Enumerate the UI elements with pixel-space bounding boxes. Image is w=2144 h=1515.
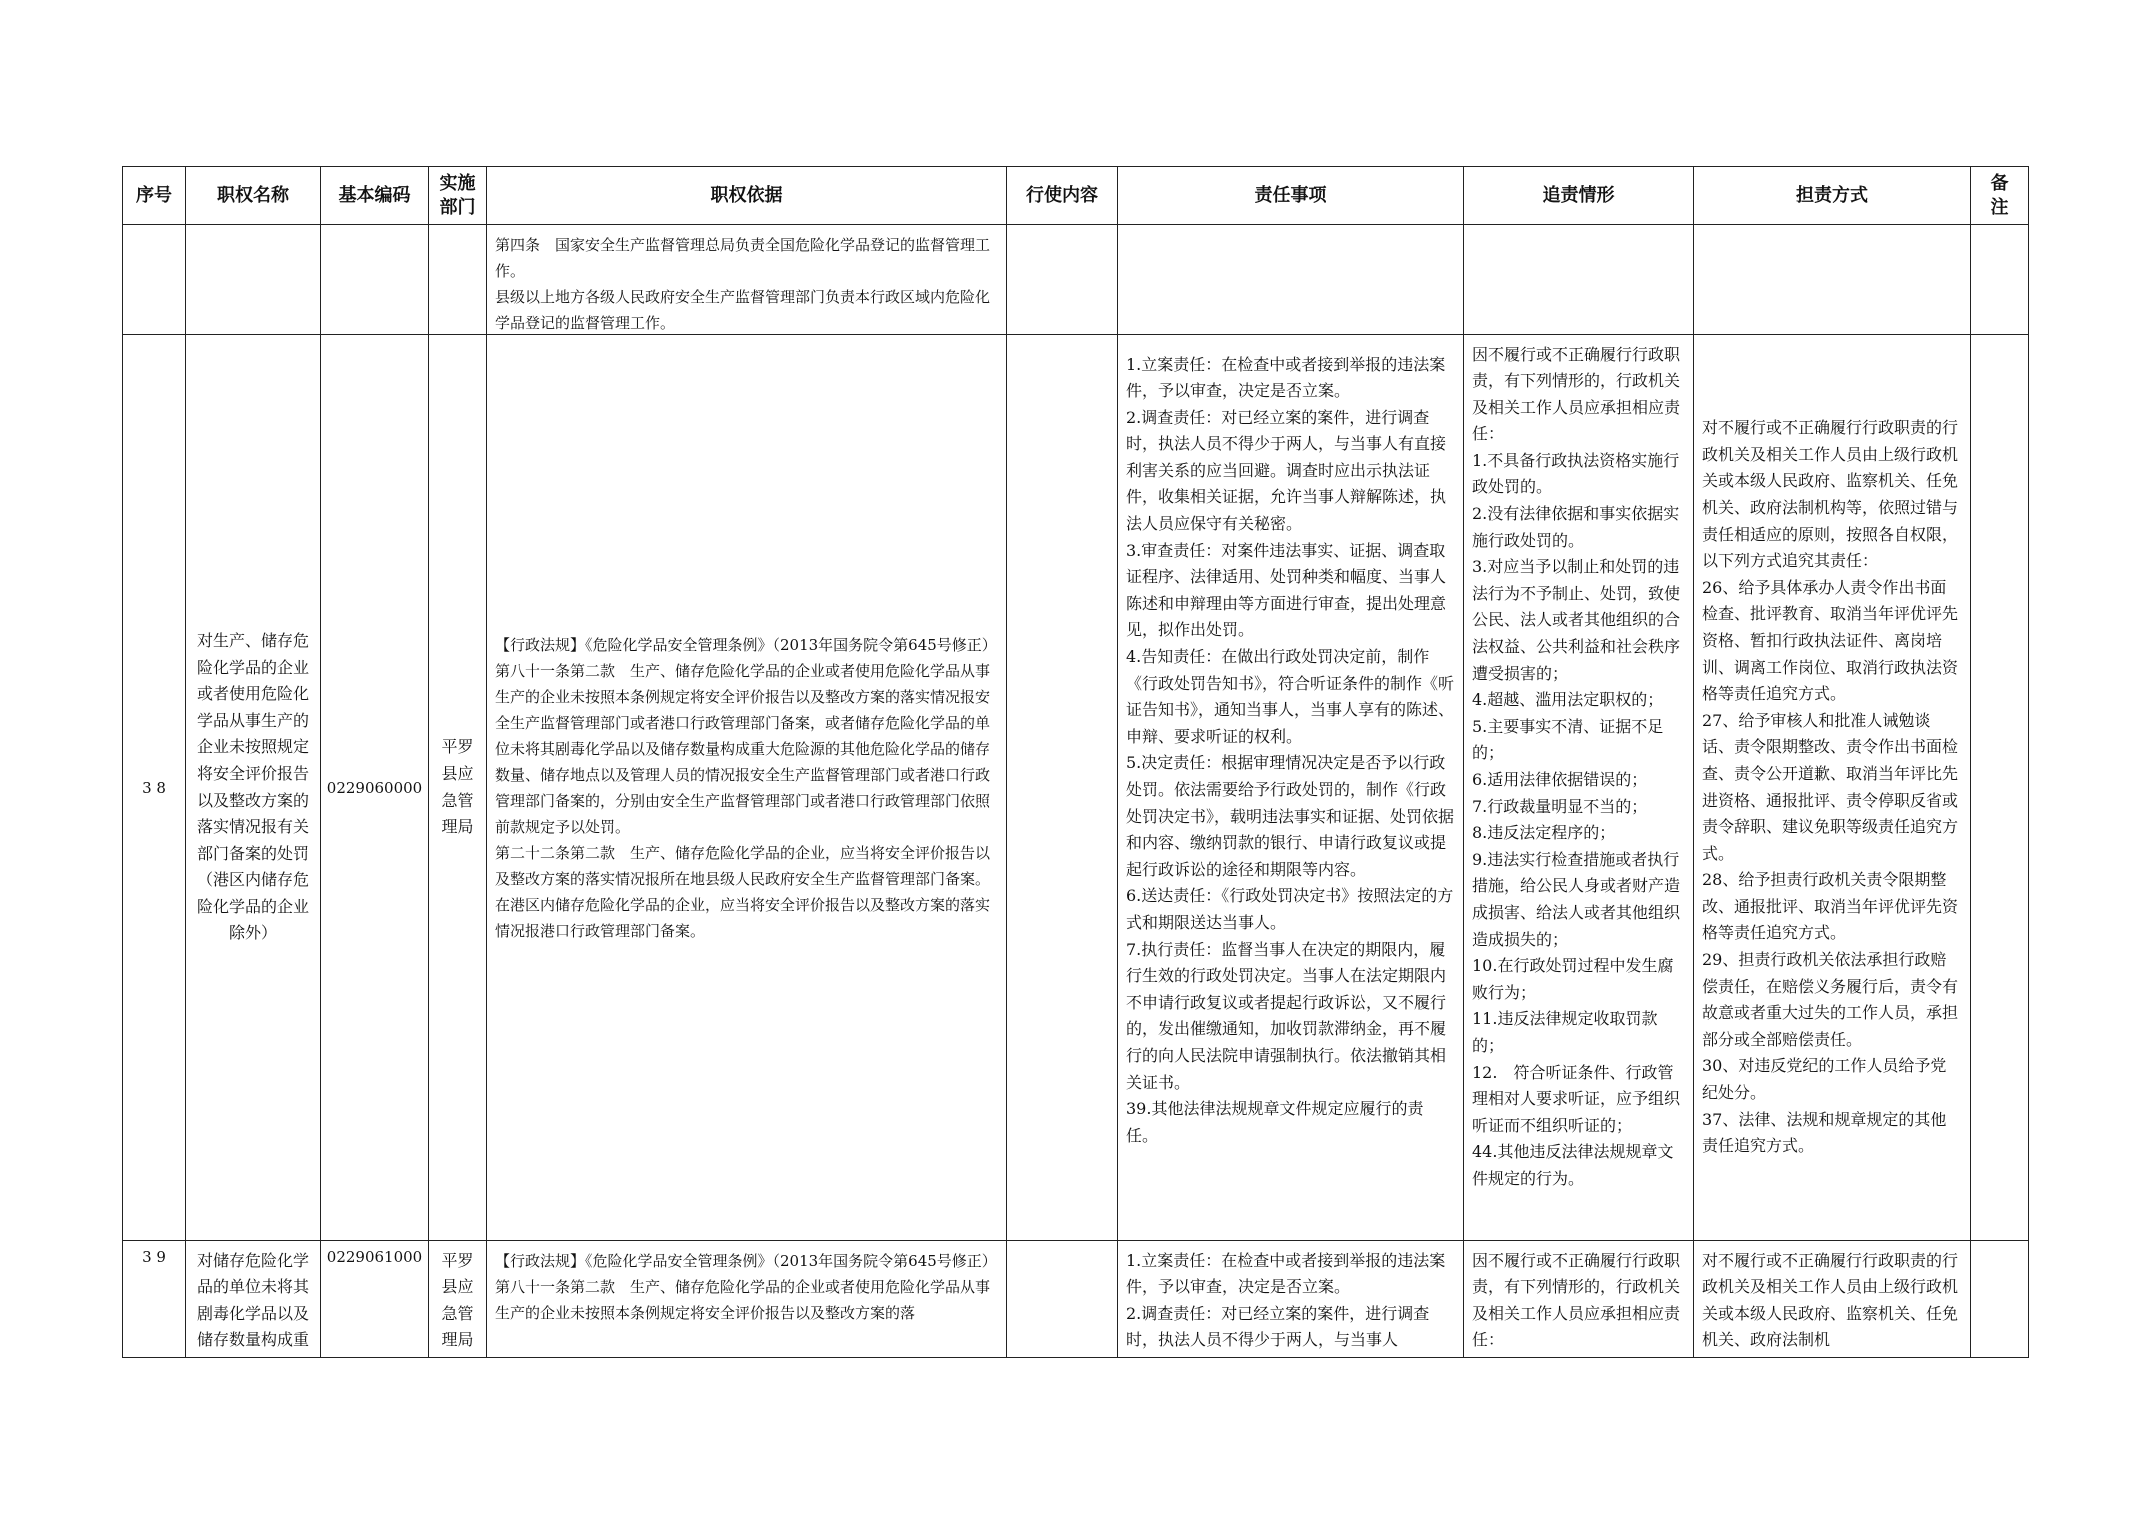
- power-list-table: [122, 166, 2029, 1358]
- header-seq: 序号: [123, 167, 186, 225]
- code-cell: 0229061000: [326, 1247, 423, 1266]
- seq-cell: 3 8: [142, 778, 166, 797]
- accountability-cell: [1464, 226, 1693, 334]
- remark-cell: [1971, 1242, 2028, 1357]
- dept-cell: [429, 226, 486, 334]
- code-cell: [321, 226, 428, 334]
- responsibility-cell: 1.立案责任：在检查中或者接到举报的违法案件，予以审查，决定是否立案。 2.调查责任：对已经立案的案件，进行调查时，执法人员不得少于两人，与当事人: [1126, 1250, 1446, 1350]
- header-basic-code: 基本编码: [321, 167, 429, 225]
- liability-cell: 对不履行或不正确履行行政职责的行政机关及相关工作人员由上级行政机关或本级人民政府、监察机关、任免机关、政府法制机构等，依照过错与责任相适应的原则，按照各自权限，以下列方式追究其责任： 26、给予具体承办人责令作出书面检查、批评教育、取消当年评优评先资格、暂扣行政执法证件、离岗培训、调离工作岗位、取消行政执法资格等责任追究方式。 27、给予审核人和批准人诫勉谈话、责令限期整改、责令作出书面检查、责令公开道歉、取消当年评比先进资格、通报批评、责令停职反省或责令辞职、建议免职等级责任追究方式。 28、给予担责行政机关责令限期整改、通报批评、取消当年评优评先资格等责任追究方式。 29、担责行政机关依法承担行政赔偿责任，在赔偿义务履行后，责令有故意或者重大过失的工作人员，承担部分或全部赔偿责任。 30、对违反党纪的工作人员给予党纪处分。 37、法律、法规和规章规定的其他责任追究方式。: [1702, 418, 1959, 1156]
- table-row: [123, 1241, 2029, 1358]
- liability-cell: [1694, 226, 1970, 334]
- liability-cell: 对不履行或不正确履行行政职责的行政机关及相关工作人员由上级行政机关或本级人民政府、监察机关、任免机关、政府法制机: [1702, 1250, 1959, 1350]
- basis-cell: 第四条 国家安全生产监督管理总局负责全国危险化学品登记的监督管理工作。 县级以上地方各级人民政府安全生产监督管理部门负责本行政区域内危险化学品登记的监督管理工作。: [495, 235, 991, 332]
- power-name-cell: [186, 226, 320, 334]
- responsibility-cell: 1.立案责任：在检查中或者接到举报的违法案件，予以审查，决定是否立案。 2.调查责任：对已经立案的案件，进行调查时，执法人员不得少于两人，与当事人有直接利害关系的应当回避。调查时应出示执法证件，收集相关证据，允许当事人辩解陈述，执法人员应保守有关秘密。 3.审查责任：对案件违法事实、证据、调查取证程序、法律适用、处罚种类和幅度、当事人陈述和申辩理由等方面进行审查，提出处理意见，拟作出处罚。 4.告知责任：在做出行政处罚决定前，制作《行政处罚告知书》，符合听证条件的制作《听证告知书》，通知当事人，当事人享有的陈述、申辩、要求听证的权利。 5.决定责任：根据审理情况决定是否予以行政处罚。依法需要给予行政处罚的，制作《行政处罚决定书》，载明违法事实和证据、处罚依据和内容、缴纳罚款的银行、申请行政复议或提起行政诉讼的途径和期限等内容。 6.送达责任：《行政处罚决定书》按照法定的方式和期限送达当事人。 7.执行责任：监督当事人在决定的期限内，履行生效的行政处罚决定。当事人在法定期限内不申请行政复议或者提起行政诉讼，又不履行的，发出催缴通知，加收罚款滞纳金，再不履行的向人民法院申请强制执行。依法撤销其相关证书。 39.其他法律法规规章文件规定应履行的责任。: [1126, 354, 1455, 1145]
- responsibility-cell: [1118, 226, 1463, 334]
- power-name-cell: 对生产、储存危险化学品的企业或者使用危险化学品从事生产的企业未按照规定将安全评价报告以及整改方案的落实情况报有关部门备案的处罚（港区内储存危险化学品的企业除外）: [196, 630, 309, 943]
- dept-cell: 平罗县应急管理局: [441, 737, 474, 837]
- header-accountability: 追责情形: [1464, 167, 1694, 225]
- remark-cell: [1971, 226, 2028, 334]
- code-cell: 0229060000: [326, 778, 423, 797]
- header-responsibility: 责任事项: [1118, 167, 1464, 225]
- content-cell: [1007, 1242, 1117, 1357]
- power-name-cell: 对储存危险化学品的单位未将其剧毒化学品以及储存数量构成重: [196, 1250, 309, 1350]
- dept-cell: 平罗县应急管理局: [441, 1250, 474, 1350]
- content-cell: [1007, 226, 1117, 334]
- header-liability: 担责方式: [1694, 167, 1971, 225]
- duty-list-page: [122, 166, 2028, 1358]
- accountability-cell: 因不履行或不正确履行行政职责，有下列情形的，行政机关及相关工作人员应承担相应责任： 1.不具备行政执法资格实施行政处罚的。 2.没有法律依据和事实依据实施行政处罚的。 3.对应当予以制止和处罚的违法行为不予制止、处罚，致使公民、法人或者其他组织的合法权益、公共利益和社会秩序遭受损害的； 4.超越、滥用法定职权的； 5.主要事实不清、证据不足的； 6.适用法律依据错误的； 7.行政裁量明显不当的； 8.违反法定程序的； 9.违法实行检查措施或者执行措施，给公民人身或者财产造成损害、给法人或者其他组织造成损失的； 10.在行政处罚过程中发生腐败行为； 11.违反法律规定收取罚款的； 12. 符合听证条件、行政管理相对人要求听证，应予组织听证而不组织听证的； 44.其他违反法律法规规章文件规定的行为。: [1472, 344, 1681, 1188]
- header-dept: 实施 部门: [429, 167, 487, 225]
- basis-cell: 【行政法规】《危险化学品安全管理条例》（2013年国务院令第645号修正） 第八十一条第二款 生产、储存危险化学品的企业或者使用危险化学品从事生产的企业未按照本条例规定将安全评价报告以及整改方案的落: [495, 1251, 997, 1322]
- table-row: [123, 225, 2029, 335]
- seq-cell: [123, 226, 185, 334]
- content-cell: [1007, 336, 1117, 1240]
- header-remark: 备 注: [1971, 167, 2029, 225]
- header-power-name: 职权名称: [186, 167, 321, 225]
- header-basis: 职权依据: [487, 167, 1007, 225]
- table-header-row: [123, 167, 2029, 225]
- seq-cell: 3 9: [142, 1247, 166, 1266]
- table-row: [123, 335, 2029, 1241]
- accountability-cell: 因不履行或不正确履行行政职责，有下列情形的，行政机关及相关工作人员应承担相应责任：: [1472, 1250, 1681, 1350]
- basis-cell: 【行政法规】《危险化学品安全管理条例》（2013年国务院令第645号修正） 第八十一条第二款 生产、储存危险化学品的企业或者使用危险化学品从事生产的企业未按照本条例规定将安全评价报告以及整改方案的落实情况报安全生产监督管理部门或者港口行政管理部门备案，或者储存危险化学品的单位未将其剧毒化学品以及储存数量构成重大危险源的其他危险化学品的储存数量、储存地点以及管理人员的情况报安全生产监督管理部门或者港口行政管理部门备案的，分别由安全生产监督管理部门或者港口行政管理部门依照前款规定予以处罚。 第二十二条第二款 生产、储存危险化学品的企业，应当将安全评价报告以及整改方案的落实情况报所在地县级人民政府安全生产监督管理部门备案。在港区内储存危险化学品的企业，应当将安全评价报告以及整改方案的落实情况报港口行政管理部门备案。: [495, 635, 997, 940]
- remark-cell: [1971, 336, 2028, 1240]
- header-content: 行使内容: [1007, 167, 1118, 225]
